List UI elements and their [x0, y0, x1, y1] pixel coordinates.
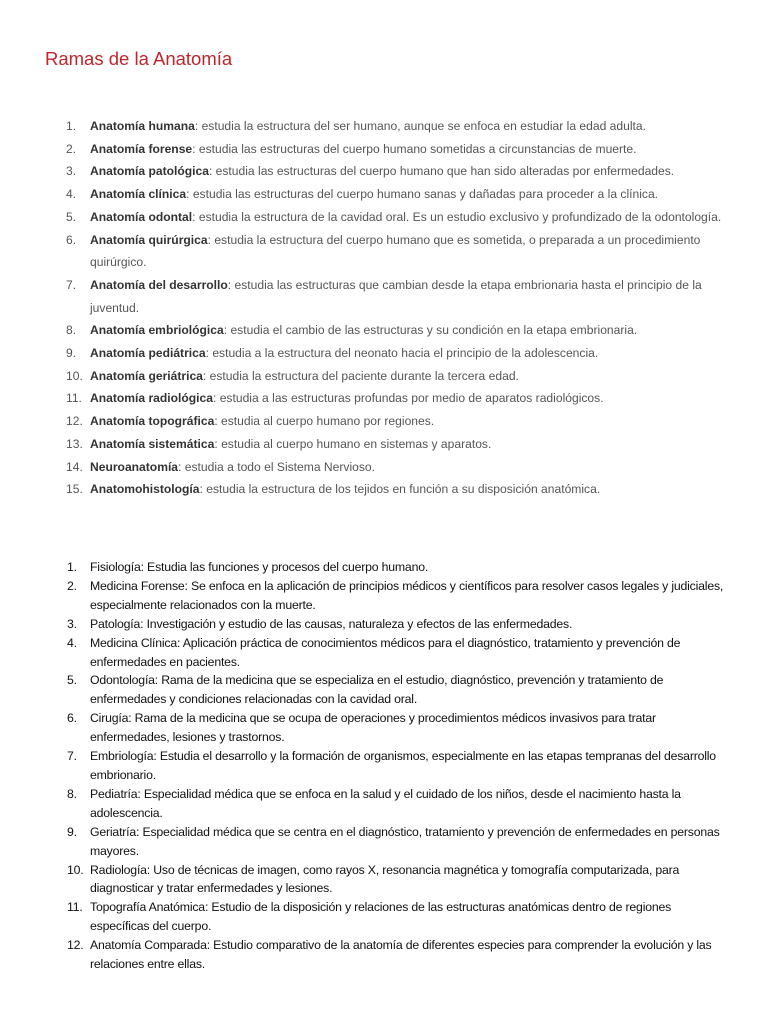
- list-item: [0, 577, 768, 615]
- item-description: : estudia a todo el Sistema Nervioso.: [178, 459, 376, 474]
- item-text: Fisiología: Estudia las funciones y procesos del cuerpo humano.: [90, 560, 429, 574]
- item-text: Anatomía Comparada: Estudio comparativo de la anatomía de diferentes especies para comprender la evolución y las relaciones entre ellas.: [90, 938, 712, 972]
- item-number: 5.: [66, 209, 77, 224]
- list-item: [0, 319, 768, 342]
- list-item: [0, 387, 768, 410]
- item-description: : estudia la estructura de la cavidad oral. Es un estudio exclusivo y profundizado de la odontología.: [192, 209, 722, 224]
- list-item: [0, 410, 768, 433]
- list-item: [0, 206, 768, 229]
- item-number: 6.: [67, 711, 77, 726]
- item-text: Medicina Clínica: Aplicación práctica de conocimientos médicos para el diagnóstico, tratamiento y prevención de enfermedades en pacientes.: [90, 635, 681, 669]
- item-number: 9.: [66, 346, 77, 361]
- list-item: [0, 558, 768, 577]
- item-number: 11.: [67, 900, 83, 915]
- item-term: Anatomía odontal: [90, 209, 193, 224]
- item-number: 4.: [66, 187, 77, 202]
- item-number: 15.: [66, 482, 83, 497]
- list-item: [0, 747, 768, 785]
- list-item: [0, 183, 768, 206]
- list-item: [0, 365, 768, 388]
- list-item: [0, 671, 768, 709]
- item-number: 12.: [66, 414, 83, 429]
- item-number: 5.: [67, 673, 77, 688]
- list-item: [0, 433, 768, 456]
- item-description: : estudia las estructuras que cambian desde la etapa embrionaria hasta el principio de la juventud.: [90, 277, 702, 315]
- item-term: Anatomía geriátrica: [90, 368, 203, 383]
- list-item: [0, 342, 768, 365]
- item-number: 11.: [66, 391, 82, 406]
- list-item: [0, 138, 768, 161]
- list-item: [0, 936, 768, 974]
- item-description: : estudia el cambio de las estructuras y su condición en la etapa embrionaria.: [223, 323, 638, 338]
- item-number: 7.: [67, 749, 77, 764]
- item-term: Anatomía forense: [90, 141, 193, 156]
- item-number: 3.: [66, 164, 77, 179]
- item-number: 1.: [67, 560, 77, 574]
- list-item: [0, 861, 768, 899]
- item-description: : estudia la estructura del ser humano, aunque se enfoca en estudiar la edad adulta.: [194, 119, 646, 133]
- item-number: 14.: [66, 459, 83, 474]
- item-text: Medicina Forense: Se enfoca en la aplicación de principios médicos y científicos para resolver casos legales y judiciales, especialmente relacionados con la muerte.: [90, 578, 724, 612]
- item-description: : estudia a la estructura del neonato hacia el principio de la adolescencia.: [205, 346, 599, 361]
- list-item: [0, 160, 768, 183]
- item-number: 8.: [66, 323, 77, 338]
- item-text: Embriología: Estudia el desarrollo y la formación de organismos, especialmente en las etapas tempranas del desarrollo embrionario.: [90, 749, 716, 782]
- item-description: : estudia al cuerpo humano en sistemas y aparatos.: [214, 436, 492, 451]
- page-title: Ramas de la Anatomía: [45, 48, 233, 69]
- item-term: Anatomía topográfica: [90, 414, 215, 429]
- item-term: Neuroanatomía: [90, 459, 179, 474]
- item-description: : estudia las estructuras del cuerpo humano sometidas a circunstancias de muerte.: [192, 141, 637, 156]
- item-number: 3.: [67, 616, 77, 631]
- item-number: 7.: [66, 277, 77, 292]
- item-number: 1.: [66, 119, 77, 133]
- item-number: 4.: [67, 635, 77, 650]
- anatomy-branches-list: [0, 115, 768, 501]
- item-term: Anatomía del desarrollo: [90, 277, 228, 292]
- item-term: Anatomohistología: [90, 482, 200, 497]
- item-number: 2.: [67, 578, 77, 593]
- item-term: Anatomía embriológica: [90, 323, 224, 338]
- item-number: 2.: [66, 141, 77, 156]
- item-term: Anatomía patológica: [90, 164, 209, 179]
- item-number: 6.: [66, 232, 77, 247]
- item-description: : estudia la estructura del cuerpo humano que es sometida, o preparada a un procedimiento quirúrgico.: [90, 232, 701, 270]
- list-item: [0, 478, 768, 501]
- item-text: Geriatría: Especialidad médica que se centra en el diagnóstico, tratamiento y prevención de enfermedades en personas mayores.: [90, 824, 720, 858]
- item-description: : estudia las estructuras del cuerpo humano que han sido alteradas por enfermedades.: [208, 164, 675, 179]
- item-description: : estudia a las estructuras profundas por medio de aparatos radiológicos.: [212, 391, 604, 406]
- list-item: [0, 229, 768, 274]
- item-term: Anatomía quirúrgica: [90, 232, 208, 247]
- item-number: 10.: [67, 862, 84, 877]
- list-item: [0, 634, 768, 672]
- item-term: Anatomía clínica: [90, 187, 187, 202]
- list-item: [0, 456, 768, 479]
- list-item: [0, 709, 768, 747]
- item-term: Anatomía radiológica: [90, 391, 213, 406]
- list-item: [0, 115, 768, 138]
- item-term: Anatomía sistemática: [90, 436, 215, 451]
- item-description: : estudia al cuerpo humano por regiones.: [214, 414, 435, 429]
- list-item: [0, 823, 768, 861]
- item-text: Cirugía: Rama de la medicina que se ocupa de operaciones y procedimientos médicos invasivos para tratar enfermedades, lesiones y trastornos.: [90, 711, 656, 745]
- list-item: [0, 615, 768, 634]
- item-description: : estudia la estructura de los tejidos en función a su disposición anatómica.: [199, 482, 601, 497]
- item-number: 12.: [67, 938, 84, 953]
- item-description: : estudia la estructura del paciente durante la tercera edad.: [202, 368, 519, 383]
- list-item: [0, 898, 768, 936]
- item-text: Pediatría: Especialidad médica que se enfoca en la salud y el cuidado de los niños, desde el nacimiento hasta la adolescencia.: [90, 786, 681, 820]
- item-number: 9.: [67, 824, 77, 839]
- list-item: [0, 274, 768, 319]
- item-term: Anatomía humana: [90, 119, 195, 133]
- item-number: 8.: [67, 786, 77, 801]
- item-text: Odontología: Rama de la medicina que se especializa en el estudio, diagnóstico, prevención y tratamiento de enfermedades y condiciones relacionadas con la cavidad oral.: [90, 673, 664, 707]
- item-description: : estudia las estructuras del cuerpo humano sanas y dañadas para proceder a la clínica.: [186, 187, 659, 202]
- item-text: Radiología: Uso de técnicas de imagen, como rayos X, resonancia magnética y tomografía computarizada, para diagnosticar y tratar enfermedades y lesiones.: [90, 862, 680, 896]
- item-text: Patología: Investigación y estudio de las causas, naturaleza y efectos de las enfermedades.: [90, 616, 573, 631]
- item-term: Anatomía pediátrica: [90, 346, 206, 361]
- list-item: [0, 785, 768, 823]
- item-number: 13.: [66, 436, 83, 451]
- medical-specialties-list: [0, 558, 768, 974]
- item-text: Topografía Anatómica: Estudio de la disposición y relaciones de las estructuras anatómicas dentro de regiones específicas del cuerpo.: [90, 900, 672, 934]
- item-number: 10.: [66, 368, 83, 383]
